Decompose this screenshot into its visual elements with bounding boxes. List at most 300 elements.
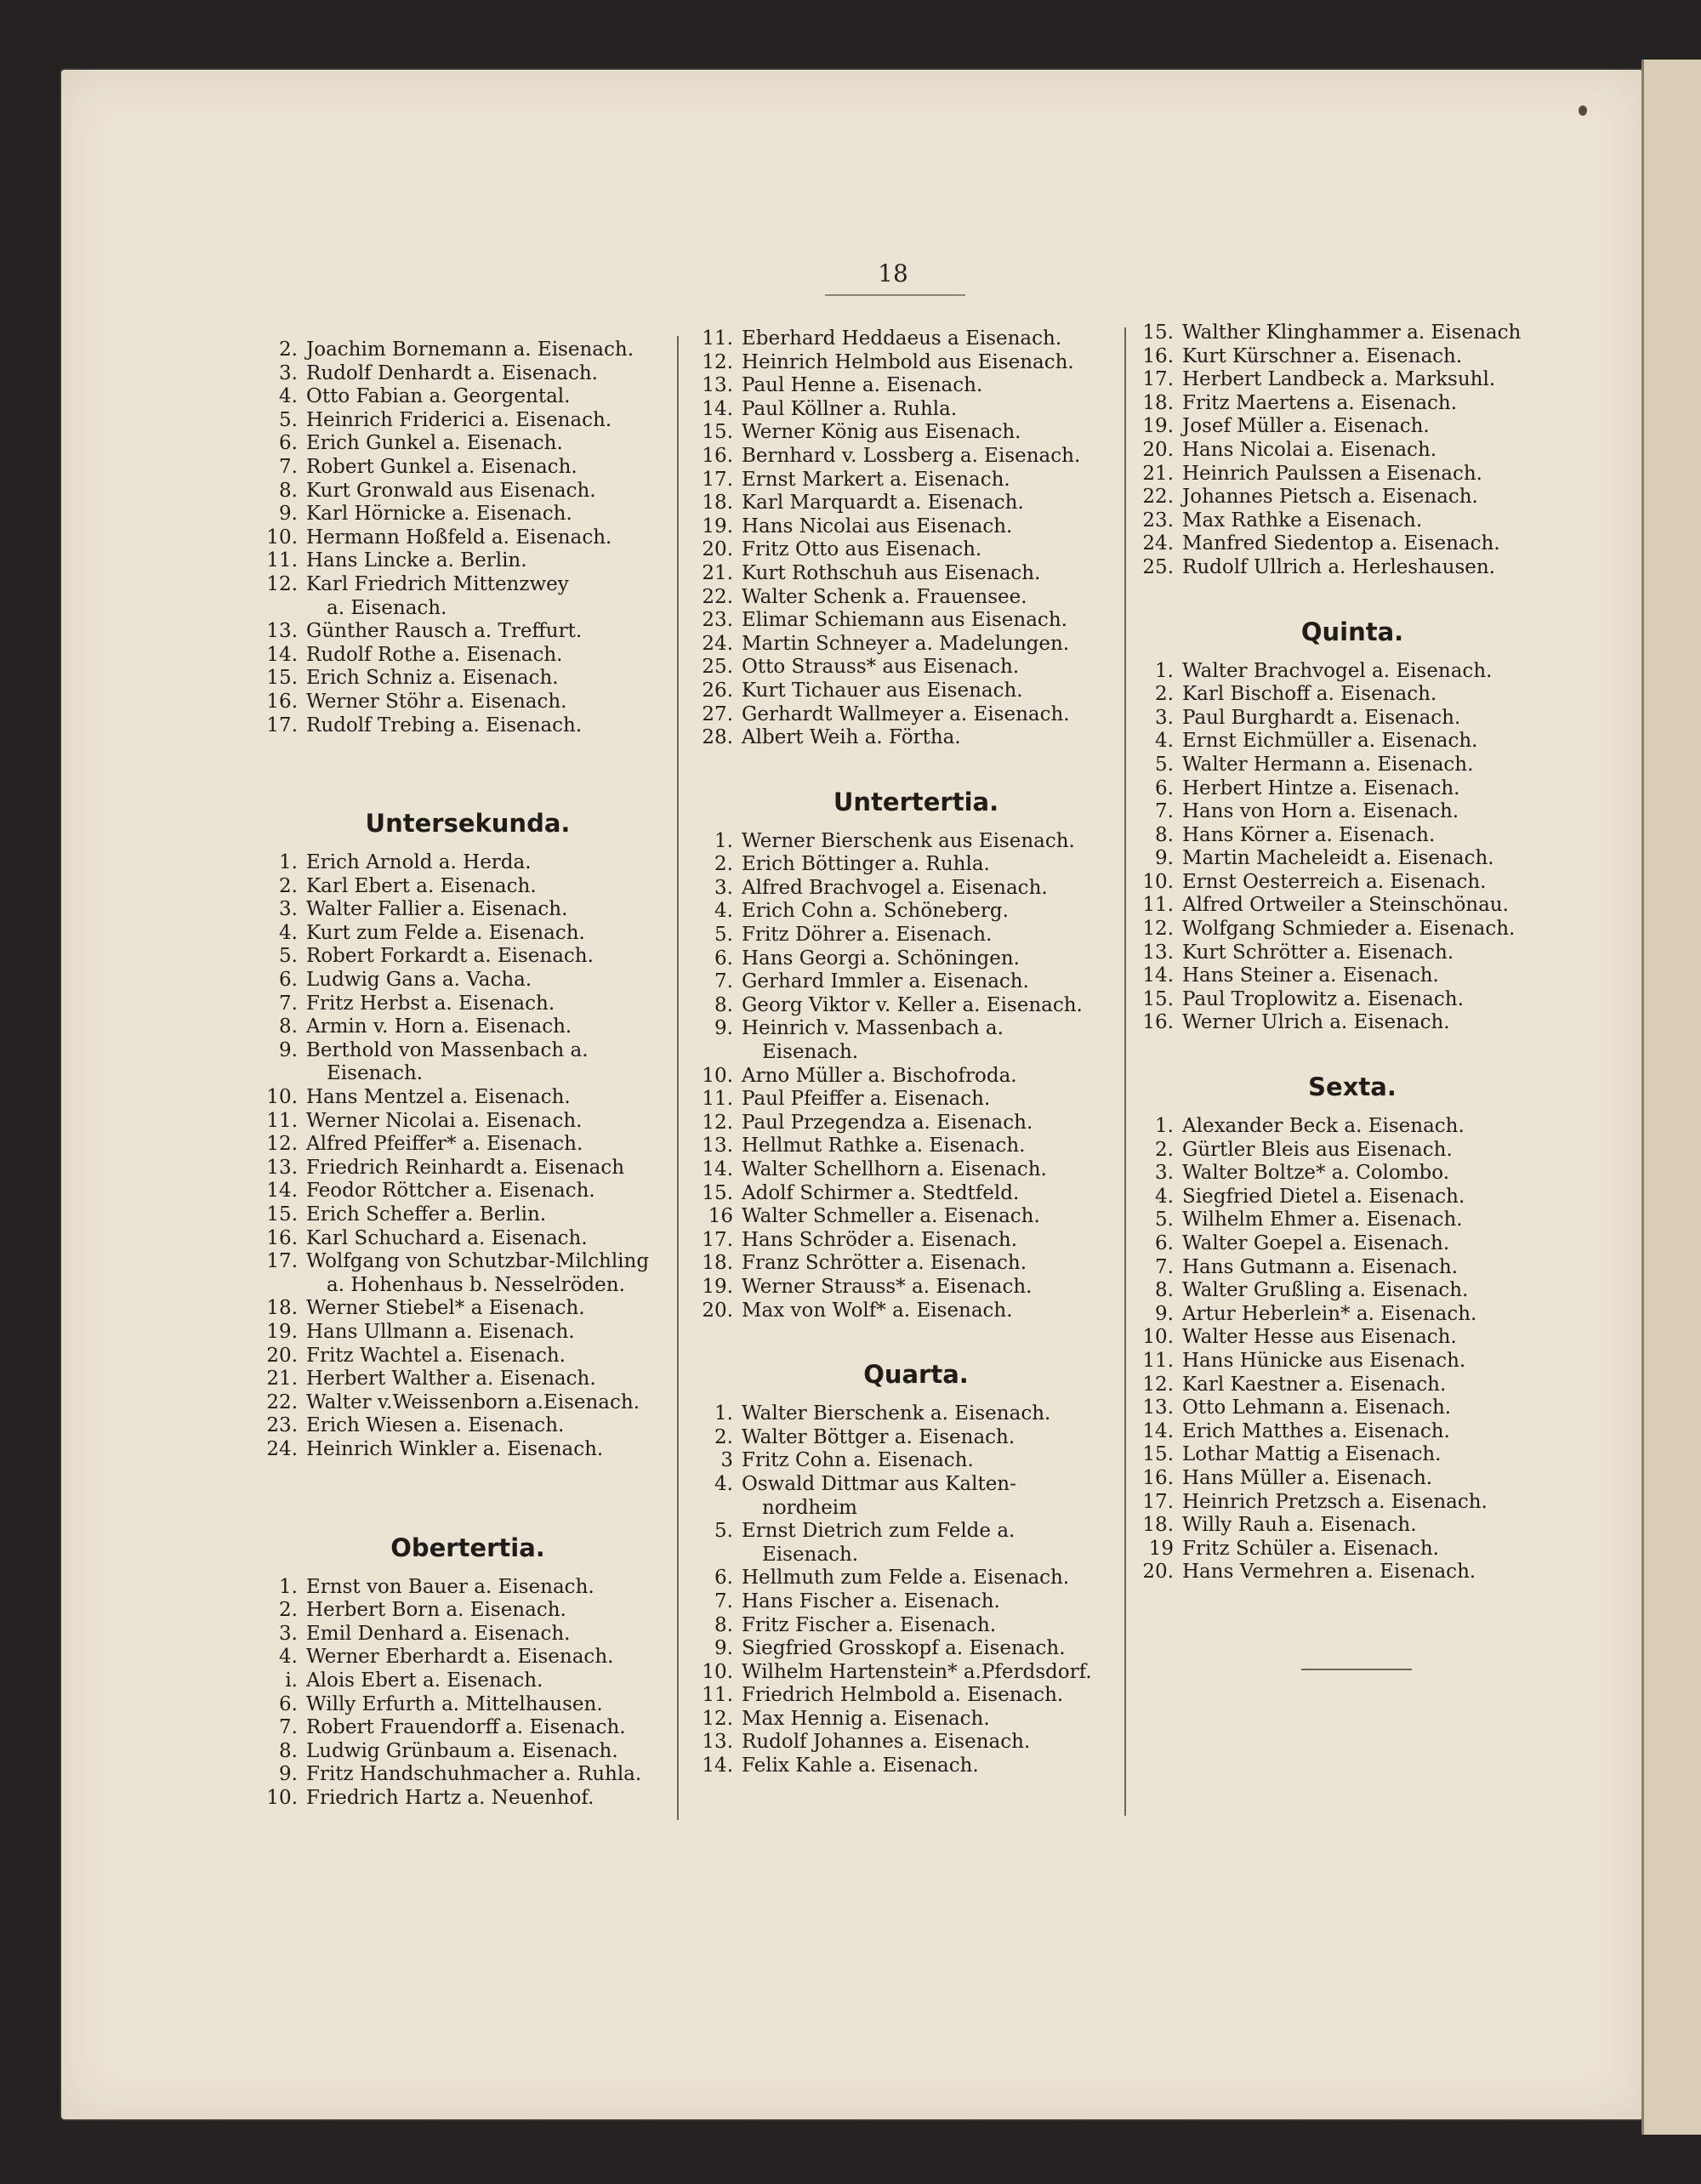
list-item: [264, 1157, 672, 1180]
student-entry: Siegfried Grosskopf a. Eisenach.: [742, 1637, 1066, 1660]
item-number: 7.: [714, 970, 733, 993]
item-number: 5.: [714, 1520, 733, 1543]
item-number: 17.: [266, 1250, 298, 1273]
item-number: 2.: [714, 853, 733, 876]
list-item: [1140, 392, 1565, 416]
student-entry: Hans Nicolai aus Eisenach.: [742, 515, 1013, 537]
item-number: 23.: [702, 609, 733, 632]
student-entry: Fritz Fischer a. Eisenach.: [742, 1613, 997, 1636]
student-entry: Hans Georgi a. Schöningen.: [742, 947, 1020, 970]
item-number: 8.: [1155, 1279, 1174, 1302]
list-item: [699, 1065, 1133, 1089]
student-entry: Eberhard Heddaeus a Eisenach.: [742, 327, 1062, 350]
class-section: [1140, 617, 1565, 1036]
item-number: 6.: [1155, 1232, 1174, 1254]
list-item: [699, 1182, 1133, 1206]
item-number: 7.: [1155, 1255, 1174, 1278]
item-number: 9.: [714, 1637, 733, 1660]
item-number: 21.: [1142, 462, 1174, 485]
student-entry: Werner Stöhr a. Eisenach.: [306, 690, 567, 713]
list-item: [699, 445, 1133, 469]
student-entry: Hans Nicolai a. Eisenach.: [1182, 438, 1437, 461]
student-entry: Rudolf Trebing a. Eisenach.: [306, 714, 583, 737]
item-number: 10.: [266, 526, 298, 549]
item-number: 2.: [714, 1425, 733, 1448]
item-number: 9.: [279, 1038, 298, 1061]
item-number: 5.: [279, 945, 298, 968]
student-entry: Robert Forkardt a. Eisenach.: [306, 945, 594, 968]
list-item: [264, 620, 672, 644]
item-number: 5.: [279, 408, 298, 431]
student-entry: Alfred Ortweiler a Steinschönau.: [1182, 894, 1509, 917]
item-number: 3.: [1155, 1162, 1174, 1185]
student-entry: Erich Schniz a. Eisenach.: [306, 667, 559, 690]
item-number: 2.: [279, 338, 298, 361]
item-number: 16.: [702, 444, 733, 467]
list-item: [264, 898, 672, 922]
list-item: [699, 1158, 1133, 1182]
item-number: 6.: [714, 1567, 733, 1590]
item-number: 1.: [1155, 659, 1174, 682]
student-entry: Albert Weih a. Förtha.: [742, 726, 961, 749]
student-entry: Paul Köllner a. Ruhla.: [742, 397, 958, 420]
item-number: 9.: [1155, 847, 1174, 870]
item-number: 28.: [702, 726, 733, 749]
student-entry: Ernst von Bauer a. Eisenach.: [306, 1575, 594, 1598]
item-number: 18.: [702, 1252, 733, 1275]
item-number: 18.: [702, 492, 733, 515]
student-entry: Walter Brachvogel a. Eisenach.: [1182, 659, 1493, 682]
item-number: 17.: [266, 714, 298, 737]
list-item: [1140, 1326, 1565, 1350]
student-entry: Fritz Wachtel a. Eisenach.: [306, 1344, 566, 1367]
student-entry: Alexander Beck a. Eisenach.: [1182, 1115, 1465, 1138]
column-3: [1140, 321, 1565, 1584]
student-entry: Wilhelm Ehmer a. Eisenach.: [1182, 1209, 1463, 1231]
class-section: [1140, 1072, 1565, 1584]
list-item: [1140, 1186, 1565, 1209]
student-entry: Werner Ulrich a. Eisenach.: [1182, 1011, 1450, 1034]
list-item: [1140, 345, 1565, 369]
list-item: [1140, 463, 1565, 486]
list-item: [1140, 486, 1565, 509]
item-number: 1.: [714, 1402, 733, 1425]
list-item: [1140, 777, 1565, 801]
item-number: 19: [1148, 1537, 1174, 1560]
student-entry: Ernst Eichmüller a. Eisenach.: [1182, 730, 1478, 753]
list-item: [264, 875, 672, 899]
item-number: 6.: [279, 1692, 298, 1715]
student-entry: Fritz Döhrer a. Eisenach.: [742, 924, 993, 947]
list-item: [1140, 800, 1565, 824]
item-number: 20.: [1142, 438, 1174, 461]
list-item: [699, 1449, 1133, 1473]
student-entry: Kurt Rothschuh aus Eisenach.: [742, 561, 1041, 584]
student-entry: Erich Gunkel a. Eisenach.: [306, 432, 563, 455]
item-number: 17.: [1142, 368, 1174, 391]
student-entry: a. Hohenhaus b. Nesselröden.: [327, 1273, 625, 1296]
section-heading: Untersekunda.: [365, 809, 571, 839]
student-entry: Walter Hermann a. Eisenach.: [1182, 753, 1474, 776]
student-entry: Walter Boltze* a. Colombo.: [1182, 1162, 1450, 1185]
item-number: 4.: [279, 1646, 298, 1669]
student-entry: Fritz Handschuhmacher a. Ruhla.: [306, 1763, 642, 1786]
list-item: [699, 327, 1133, 351]
class-section: [699, 327, 1133, 750]
item-number: 4.: [1155, 1185, 1174, 1208]
item-number: 15.: [266, 1203, 298, 1226]
list-item: [699, 726, 1133, 750]
student-entry: Hermann Hoßfeld a. Eisenach.: [306, 526, 612, 549]
list-item-continuation: [699, 1497, 1133, 1521]
facing-page-edge: [1641, 60, 1701, 2135]
item-number: 8.: [279, 1015, 298, 1038]
item-number: 15.: [1142, 321, 1174, 344]
student-entry: Adolf Schirmer a. Stedtfeld.: [742, 1181, 1020, 1204]
item-number: 18.: [1142, 391, 1174, 414]
list-item: [699, 1017, 1133, 1041]
item-number: 18.: [1142, 1514, 1174, 1537]
item-number: 13.: [1142, 1396, 1174, 1419]
list-item: [264, 1669, 672, 1693]
student-entry: Ernst Markert a. Eisenach.: [742, 468, 1010, 491]
list-item: [1140, 1209, 1565, 1232]
list-item: [264, 1716, 672, 1740]
list-item: [699, 680, 1133, 703]
list-item: [699, 1205, 1133, 1229]
list-item: [264, 1414, 672, 1438]
student-entry: Karl Marquardt a. Eisenach.: [742, 492, 1024, 515]
student-entry: Karl Bischoff a. Eisenach.: [1182, 683, 1437, 706]
list-item: [264, 1787, 672, 1811]
list-item: [264, 1599, 672, 1623]
list-item: [1140, 1232, 1565, 1256]
item-number: 22.: [1142, 486, 1174, 509]
item-number: 7.: [714, 1590, 733, 1612]
item-number: 14.: [266, 643, 298, 666]
end-rule: [1301, 1669, 1412, 1670]
item-number: 11.: [266, 549, 298, 572]
student-entry: Otto Strauss* aus Eisenach.: [742, 656, 1020, 679]
list-item: [699, 1520, 1133, 1544]
list-item: [699, 900, 1133, 924]
list-item: [699, 853, 1133, 877]
student-entry: Kurt Tichauer aus Eisenach.: [742, 679, 1023, 702]
list-item: [1140, 683, 1565, 707]
item-number: 13.: [702, 1731, 733, 1754]
list-item: [1140, 918, 1565, 941]
student-entry: Heinrich Pretzsch a. Eisenach.: [1182, 1490, 1488, 1513]
item-number: 17.: [702, 468, 733, 491]
section-heading: Quarta.: [863, 1360, 969, 1390]
item-number: 6.: [714, 947, 733, 970]
student-entry: Werner Stiebel* a Eisenach.: [306, 1297, 585, 1320]
student-entry: Ernst Oesterreich a. Eisenach.: [1182, 870, 1487, 893]
student-entry: Heinrich Helmbold aus Eisenach.: [742, 350, 1074, 373]
class-section: [264, 809, 672, 1461]
list-item: [699, 1112, 1133, 1135]
item-number: 17.: [702, 1228, 733, 1251]
student-entry: Wolfgang von Schutzbar-Milchling: [306, 1250, 650, 1273]
student-entry: Paul Troplowitz a. Eisenach.: [1182, 987, 1464, 1010]
student-entry: Martin Macheleidt a. Eisenach.: [1182, 847, 1494, 870]
item-number: 10.: [1142, 1326, 1174, 1349]
student-entry: Hans Ullmann a. Eisenach.: [306, 1320, 575, 1343]
item-number: 17.: [1142, 1490, 1174, 1513]
list-item: [1140, 871, 1565, 895]
item-number: 24.: [1142, 532, 1174, 555]
student-entry: Fritz Otto aus Eisenach.: [742, 538, 982, 561]
item-number: 7.: [1155, 800, 1174, 823]
student-entry: Fritz Schüler a. Eisenach.: [1182, 1537, 1439, 1560]
item-number: 9.: [714, 1017, 733, 1040]
item-number: 10.: [702, 1660, 733, 1683]
list-item: [699, 469, 1133, 492]
item-number: 23.: [1142, 509, 1174, 532]
item-number: 16.: [266, 1226, 298, 1249]
list-item: [699, 1731, 1133, 1755]
list-item: [264, 1203, 672, 1227]
student-entry: Walter Böttger a. Eisenach.: [742, 1425, 1015, 1448]
section-heading: Sexta.: [1308, 1072, 1397, 1102]
column-2: [699, 327, 1133, 1778]
student-entry: Erich Scheffer a. Berlin.: [306, 1203, 547, 1226]
list-item: [1140, 1374, 1565, 1397]
student-entry: Walter Goepel a. Eisenach.: [1182, 1232, 1450, 1254]
student-entry: Friedrich Hartz a. Neuenhof.: [306, 1786, 594, 1809]
student-entry: Hans Lincke a. Berlin.: [306, 549, 527, 572]
list-item: [699, 947, 1133, 971]
item-number: 10.: [266, 1786, 298, 1809]
student-entry: Hans Fischer a. Eisenach.: [742, 1590, 1000, 1612]
student-entry: Ernst Dietrich zum Felde a.: [742, 1520, 1015, 1543]
item-number: 18.: [266, 1297, 298, 1320]
class-section: [264, 338, 672, 737]
item-number: 5.: [714, 924, 733, 947]
list-item: [264, 1133, 672, 1157]
list-item: [1140, 1491, 1565, 1515]
student-entry: Werner König aus Eisenach.: [742, 421, 1021, 444]
list-item: [264, 1623, 672, 1647]
student-entry: Hans Gutmann a. Eisenach.: [1182, 1255, 1459, 1278]
item-number: 4.: [279, 921, 298, 944]
student-entry: Karl Schuchard a. Eisenach.: [306, 1226, 588, 1249]
list-item: [264, 503, 672, 526]
list-item-continuation: [699, 1544, 1133, 1567]
student-entry: Wilhelm Hartenstein* a.Pferdsdorf.: [742, 1660, 1092, 1683]
list-item: [264, 362, 672, 386]
list-item: [1140, 556, 1565, 580]
student-entry: Fritz Maertens a. Eisenach.: [1182, 391, 1458, 414]
item-number: 20.: [1142, 1561, 1174, 1584]
list-item: [1140, 1420, 1565, 1444]
item-number: 11.: [702, 1684, 733, 1707]
item-number: 2.: [279, 874, 298, 897]
student-entry: Emil Denhard a. Eisenach.: [306, 1622, 571, 1645]
list-item: [264, 1227, 672, 1251]
student-entry: Joachim Bornemann a. Eisenach.: [306, 338, 634, 361]
list-item: [264, 385, 672, 409]
list-item: [1140, 941, 1565, 965]
section-heading: Quinta.: [1300, 617, 1404, 646]
item-number: 6.: [279, 432, 298, 455]
list-item: [1140, 1115, 1565, 1139]
student-entry: Manfred Siedentop a. Eisenach.: [1182, 532, 1500, 555]
student-entry: Herbert Hintze a. Eisenach.: [1182, 776, 1460, 799]
item-number: 9.: [279, 1763, 298, 1786]
list-item: [699, 1300, 1133, 1323]
student-entry: Herbert Landbeck a. Marksuhl.: [1182, 368, 1496, 391]
ink-speck: [1579, 105, 1587, 116]
student-entry: Günther Rausch a. Treffurt.: [306, 620, 583, 643]
item-number: 13.: [266, 1156, 298, 1179]
item-number: 12.: [702, 1111, 733, 1134]
list-item: [1140, 1443, 1565, 1467]
item-number: 11.: [1142, 1349, 1174, 1372]
item-number: 10.: [266, 1086, 298, 1109]
list-item: [264, 1576, 672, 1600]
student-entry: Ludwig Grünbaum a. Eisenach.: [306, 1739, 618, 1762]
student-entry: Gürtler Bleis aus Eisenach.: [1182, 1138, 1453, 1161]
item-number: 10.: [702, 1064, 733, 1087]
list-item: [699, 1708, 1133, 1732]
student-entry: Hellmuth zum Felde a. Eisenach.: [742, 1567, 1070, 1590]
student-entry: Erich Arnold a. Herda.: [306, 851, 532, 874]
item-number: 24.: [702, 632, 733, 655]
student-entry: Hans Mentzel a. Eisenach.: [306, 1086, 571, 1109]
item-number: 12.: [702, 350, 733, 373]
student-entry: Fritz Herbst a. Eisenach.: [306, 992, 555, 1015]
list-item: [1140, 1538, 1565, 1561]
item-number: 19.: [702, 515, 733, 537]
item-number: 21.: [702, 561, 733, 584]
list-item: [1140, 988, 1565, 1012]
list-item: [699, 1229, 1133, 1253]
student-entry: Werner Eberhardt a. Eisenach.: [306, 1646, 614, 1669]
student-entry: Hans Schröder a. Eisenach.: [742, 1228, 1018, 1251]
item-number: 15.: [1142, 1443, 1174, 1466]
student-entry: Bernhard v. Lossberg a. Eisenach.: [742, 444, 1081, 467]
list-item: [264, 480, 672, 503]
list-item: [264, 1321, 672, 1345]
list-item: [264, 1763, 672, 1787]
list-item: [699, 1590, 1133, 1614]
item-number: 9.: [279, 503, 298, 526]
class-section: [699, 1360, 1133, 1778]
item-number: 14.: [702, 1755, 733, 1777]
item-number: 15.: [1142, 987, 1174, 1010]
student-entry: Walter Schenk a. Frauensee.: [742, 585, 1027, 608]
list-item: [264, 1693, 672, 1717]
list-item: [264, 1438, 672, 1462]
student-entry: a. Eisenach.: [327, 596, 447, 619]
item-number: 1.: [279, 1575, 298, 1598]
student-entry: Walter Grußling a. Eisenach.: [1182, 1279, 1469, 1302]
student-entry: Rudolf Rothe a. Eisenach.: [306, 643, 563, 666]
student-entry: Hans Körner a. Eisenach.: [1182, 823, 1436, 846]
list-item: [699, 1637, 1133, 1661]
item-number: 16.: [266, 690, 298, 713]
item-number: 12.: [702, 1707, 733, 1730]
item-number: 8.: [279, 1739, 298, 1762]
list-item: [1140, 754, 1565, 777]
item-number: 25.: [1142, 555, 1174, 578]
student-entry: Friedrich Reinhardt a. Eisenach: [306, 1156, 625, 1179]
item-number: 8.: [714, 993, 733, 1016]
list-item: [1140, 847, 1565, 871]
item-number: 14.: [702, 397, 733, 420]
list-item: [1140, 532, 1565, 556]
student-entry: Martin Schneyer a. Madelungen.: [742, 632, 1070, 655]
student-entry: Erich Matthes a. Eisenach.: [1182, 1419, 1450, 1442]
item-number: 16.: [1142, 344, 1174, 367]
list-item-continuation: [699, 1041, 1133, 1065]
student-entry: Werner Strauss* a. Eisenach.: [742, 1275, 1033, 1298]
student-entry: Karl Hörnicke a. Eisenach.: [306, 503, 572, 526]
student-entry: Rudolf Denhardt a. Eisenach.: [306, 361, 598, 384]
list-item: [699, 351, 1133, 375]
list-item: [264, 1086, 672, 1110]
student-entry: Heinrich Paulssen a Eisenach.: [1182, 462, 1482, 485]
list-item: [1140, 660, 1565, 684]
item-number: 20.: [702, 1299, 733, 1322]
list-item: [699, 398, 1133, 422]
list-item: [1140, 509, 1565, 533]
student-entry: Walter Bierschenk a. Eisenach.: [742, 1402, 1051, 1425]
list-item: [699, 1614, 1133, 1638]
list-item: [1140, 1396, 1565, 1420]
list-item: [264, 1368, 672, 1391]
item-number: 1.: [1155, 1115, 1174, 1138]
item-number: 16.: [1142, 1466, 1174, 1489]
student-entry: Feodor Röttcher a. Eisenach.: [306, 1180, 595, 1203]
list-item: [1140, 730, 1565, 754]
student-entry: Fritz Cohn a. Eisenach.: [742, 1449, 974, 1472]
class-section: [699, 788, 1133, 1322]
student-entry: Max Rathke a Eisenach.: [1182, 509, 1423, 532]
item-number: 13.: [266, 620, 298, 643]
item-number: 4.: [714, 1472, 733, 1495]
list-item-continuation: [264, 1062, 672, 1086]
list-item: [264, 1110, 672, 1134]
item-number: 21.: [266, 1368, 298, 1391]
student-entry: Heinrich v. Massenbach a.: [742, 1017, 1004, 1040]
student-entry: Max Hennig a. Eisenach.: [742, 1707, 990, 1730]
student-entry: nordheim: [762, 1496, 857, 1519]
list-item: [1140, 1467, 1565, 1491]
item-number: 22.: [702, 585, 733, 608]
item-number: 14.: [1142, 1419, 1174, 1442]
student-entry: Heinrich Friderici a. Eisenach.: [306, 408, 612, 431]
list-item: [264, 969, 672, 992]
student-entry: Wolfgang Schmieder a. Eisenach.: [1182, 918, 1516, 941]
list-item: [1140, 1350, 1565, 1374]
item-number: 1.: [279, 851, 298, 874]
item-number: 20.: [702, 538, 733, 561]
student-entry: Franz Schrötter a. Eisenach.: [742, 1252, 1027, 1275]
list-item: [699, 1661, 1133, 1685]
list-item: [699, 994, 1133, 1018]
list-item: [699, 1684, 1133, 1708]
list-item: [264, 409, 672, 433]
list-item: [1140, 1162, 1565, 1186]
item-number: 4.: [714, 900, 733, 923]
item-number: 13.: [702, 374, 733, 397]
student-entry: Artur Heberlein* a. Eisenach.: [1182, 1302, 1477, 1325]
student-entry: Willy Erfurth a. Mittelhausen.: [306, 1692, 603, 1715]
class-section: [264, 1533, 672, 1811]
list-item: [1140, 1303, 1565, 1327]
